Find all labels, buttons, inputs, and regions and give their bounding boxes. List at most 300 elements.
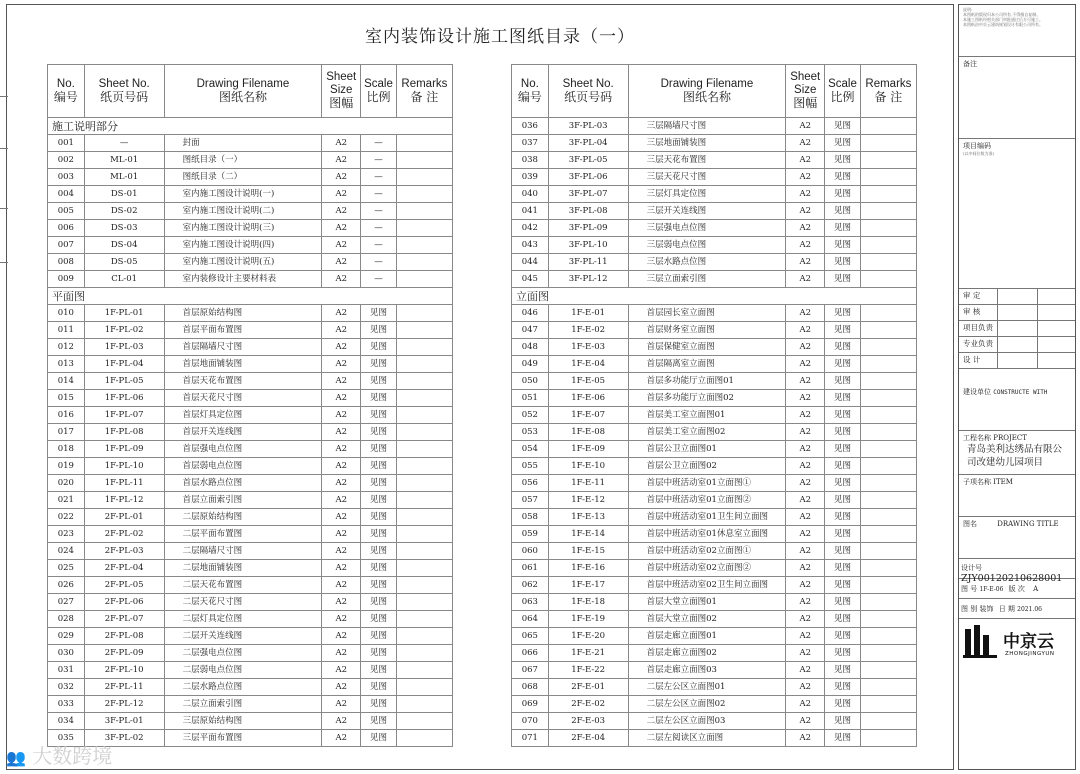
row-size: A2 [786, 526, 825, 543]
row-size: A2 [786, 543, 825, 560]
row-size: A2 [786, 662, 825, 679]
row-no: 058 [512, 509, 549, 526]
row-filename: 室内施工图设计说明(三) [164, 220, 322, 237]
project-code-box [959, 139, 1075, 289]
table-row [512, 152, 917, 169]
row-remarks [860, 662, 916, 679]
row-scale: 见图 [361, 696, 397, 713]
row-remarks [396, 560, 452, 577]
row-size: A2 [322, 577, 361, 594]
row-no: 033 [48, 696, 85, 713]
row-remarks [396, 441, 452, 458]
row-size: A2 [322, 458, 361, 475]
row-scale: 见图 [825, 594, 861, 611]
row-no: 011 [48, 322, 85, 339]
row-size: A2 [322, 696, 361, 713]
signature-row: 设 计 [959, 353, 1075, 369]
row-scale: 见图 [361, 407, 397, 424]
row-no: 064 [512, 611, 549, 628]
row-remarks [396, 543, 452, 560]
row-filename: 三层天花布置图 [628, 152, 786, 169]
row-sheet-no: 2F-PL-05 [84, 577, 164, 594]
row-sheet-no: 1F-E-13 [548, 509, 628, 526]
row-scale: 见图 [361, 611, 397, 628]
row-size: A2 [322, 237, 361, 254]
row-remarks [396, 611, 452, 628]
table-row [512, 118, 917, 135]
row-filename: 室内施工图设计说明(五) [164, 254, 322, 271]
row-sheet-no: 1F-E-22 [548, 662, 628, 679]
row-sheet-no: DS-04 [84, 237, 164, 254]
row-no: 047 [512, 322, 549, 339]
row-scale: 见图 [825, 322, 861, 339]
row-remarks [396, 203, 452, 220]
project-name-en: PROJECT [993, 434, 1027, 442]
table-row [512, 577, 917, 594]
row-filename: 三层平面布置图 [164, 730, 322, 747]
row-size: A2 [786, 186, 825, 203]
row-remarks [860, 543, 916, 560]
row-remarks [860, 628, 916, 645]
row-no: 055 [512, 458, 549, 475]
row-sheet-no: ML-01 [84, 152, 164, 169]
table-row [48, 305, 453, 322]
row-size: A2 [322, 254, 361, 271]
table-row [48, 543, 453, 560]
table-row [512, 713, 917, 730]
row-filename: 首层中班活动室02立面图② [628, 560, 786, 577]
drawing-title-box [959, 517, 1075, 559]
row-size: A2 [322, 135, 361, 152]
row-size: A2 [322, 611, 361, 628]
row-size: A2 [786, 645, 825, 662]
row-filename: 室内装修设计主要材料表 [164, 271, 322, 288]
row-filename: 首层走廊立面图03 [628, 662, 786, 679]
drawing-title-label: 图名 [963, 520, 977, 528]
table-row [512, 169, 917, 186]
row-sheet-no: 1F-E-06 [548, 390, 628, 407]
row-scale: 见图 [825, 118, 861, 135]
table-row [48, 577, 453, 594]
row-size: A2 [322, 679, 361, 696]
row-remarks [396, 152, 452, 169]
row-remarks [860, 526, 916, 543]
notes-box [959, 5, 1075, 57]
row-sheet-no: 3F-PL-08 [548, 203, 628, 220]
row-remarks [860, 271, 916, 288]
row-filename: 首层大堂立面图01 [628, 594, 786, 611]
table-row [512, 424, 917, 441]
row-filename: 三层隔墙尺寸图 [628, 118, 786, 135]
builder-value: CONSTRUCTE WITH [993, 389, 1048, 396]
row-remarks [396, 424, 452, 441]
row-sheet-no: 2F-E-04 [548, 730, 628, 747]
row-scale: 见图 [361, 526, 397, 543]
table-row [512, 543, 917, 560]
row-sheet-no: 1F-PL-06 [84, 390, 164, 407]
col-remarks-header: Remarks 备 注 [860, 65, 916, 118]
table-row [512, 730, 917, 747]
table-row [512, 356, 917, 373]
row-filename: 三层水路点位图 [628, 254, 786, 271]
table-row [512, 492, 917, 509]
row-remarks [396, 186, 452, 203]
title-block [958, 4, 1076, 770]
table-row [512, 645, 917, 662]
table-row [48, 509, 453, 526]
row-filename: 二层左阅读区立面图 [628, 730, 786, 747]
row-filename: 首层中班活动室01立面图① [628, 475, 786, 492]
table-row [48, 475, 453, 492]
row-remarks [860, 730, 916, 747]
row-sheet-no: 1F-PL-10 [84, 458, 164, 475]
row-filename: 三层弱电点位图 [628, 237, 786, 254]
row-sheet-no: ML-01 [84, 169, 164, 186]
row-sheet-no: 3F-PL-03 [548, 118, 628, 135]
row-remarks [860, 169, 916, 186]
col-scale-header: Scale 比例 [361, 65, 397, 118]
drawing-title-en: DRAWING TITLE [997, 520, 1059, 528]
row-size: A2 [322, 628, 361, 645]
signature-row: 审 核 [959, 305, 1075, 321]
col-filename-header: Drawing Filename 图纸名称 [164, 65, 322, 118]
row-filename: 首层大堂立面图02 [628, 611, 786, 628]
row-size: A2 [322, 356, 361, 373]
col-sheet-header: Sheet No. 纸页号码 [548, 65, 628, 118]
table-row [48, 152, 453, 169]
row-filename: 二层弱电点位图 [164, 662, 322, 679]
signature-row: 审 定 [959, 289, 1075, 305]
row-remarks [860, 577, 916, 594]
row-no: 026 [48, 577, 85, 594]
row-remarks [860, 475, 916, 492]
row-scale: 见图 [825, 628, 861, 645]
row-size: A2 [322, 441, 361, 458]
row-sheet-no: 1F-PL-07 [84, 407, 164, 424]
row-scale: 见图 [361, 730, 397, 747]
row-sheet-no: 3F-PL-11 [548, 254, 628, 271]
row-sheet-no: CL-01 [84, 271, 164, 288]
row-no: 046 [512, 305, 549, 322]
table-row [512, 271, 917, 288]
row-remarks [860, 594, 916, 611]
row-filename: 首层公卫立面图02 [628, 458, 786, 475]
row-sheet-no: 2F-PL-01 [84, 509, 164, 526]
row-filename: 首层平面布置图 [164, 322, 322, 339]
row-no: 056 [512, 475, 549, 492]
row-remarks [396, 662, 452, 679]
row-sheet-no: 1F-PL-02 [84, 322, 164, 339]
row-size: A2 [786, 118, 825, 135]
table-row [48, 594, 453, 611]
row-filename: 首层公卫立面图01 [628, 441, 786, 458]
row-sheet-no: 2F-PL-12 [84, 696, 164, 713]
row-filename: 三层开关连线图 [628, 203, 786, 220]
signature-row: 专业负责 [959, 337, 1075, 353]
row-filename: 首层走廊立面图02 [628, 645, 786, 662]
table-row [512, 526, 917, 543]
row-filename: 首层中班活动室02卫生间立面图 [628, 577, 786, 594]
row-filename: 图纸目录（二） [164, 169, 322, 186]
row-sheet-no: 1F-E-02 [548, 322, 628, 339]
row-remarks [860, 373, 916, 390]
table-row [512, 475, 917, 492]
margin-tick [0, 262, 8, 263]
row-size: A2 [322, 407, 361, 424]
row-remarks [860, 186, 916, 203]
row-remarks [860, 322, 916, 339]
project-name-value: 青岛美利达绣品有限公司改建幼儿园项目 [967, 444, 1063, 468]
row-size: A2 [786, 458, 825, 475]
logo-text-en: ZHONGJINGYUN [1005, 651, 1055, 657]
row-remarks [860, 118, 916, 135]
row-filename: 首层多功能厅立面图01 [628, 373, 786, 390]
row-sheet-no: 3F-PL-04 [548, 135, 628, 152]
project-name-label: 工程名称 [963, 434, 991, 442]
table-row [512, 458, 917, 475]
row-scale: 见图 [825, 713, 861, 730]
row-scale: 见图 [825, 152, 861, 169]
table-row [512, 662, 917, 679]
row-size: A2 [786, 475, 825, 492]
row-sheet-no: 1F-PL-09 [84, 441, 164, 458]
drawing-index-table-left [47, 64, 453, 747]
row-remarks [396, 169, 452, 186]
row-sheet-no: 2F-PL-04 [84, 560, 164, 577]
row-remarks [860, 509, 916, 526]
col-no-header: No. 编号 [48, 65, 85, 118]
row-no: 015 [48, 390, 85, 407]
drawing-index-table-right [511, 64, 917, 747]
table-row [48, 373, 453, 390]
company-logo [963, 621, 1073, 669]
row-size: A2 [786, 679, 825, 696]
row-remarks [860, 220, 916, 237]
row-filename: 首层园长室立面图 [628, 305, 786, 322]
table-row [48, 237, 453, 254]
row-scale: — [361, 237, 397, 254]
version-value: A [1033, 585, 1039, 593]
row-filename: 二层水路点位图 [164, 679, 322, 696]
row-no: 003 [48, 169, 85, 186]
row-remarks [860, 254, 916, 271]
row-remarks [396, 390, 452, 407]
row-filename: 二层立面索引图 [164, 696, 322, 713]
row-size: A2 [322, 203, 361, 220]
row-scale: 见图 [825, 169, 861, 186]
table-row [48, 220, 453, 237]
remarks-label: 备注 [963, 60, 977, 68]
table-row [48, 526, 453, 543]
row-filename: 二层原始结构图 [164, 509, 322, 526]
row-sheet-no: 3F-PL-02 [84, 730, 164, 747]
row-no: 018 [48, 441, 85, 458]
row-filename: 首层保健室立面图 [628, 339, 786, 356]
row-sheet-no: 2F-PL-10 [84, 662, 164, 679]
table-row [48, 645, 453, 662]
table-row [512, 322, 917, 339]
category-value: 装饰 [979, 605, 994, 613]
row-size: A2 [786, 152, 825, 169]
note-line: 本图纸的版权归本公司所有,不得擅自复制。 [963, 12, 1041, 17]
table-row [48, 407, 453, 424]
row-no: 066 [512, 645, 549, 662]
row-scale: 见图 [825, 254, 861, 271]
row-no: 035 [48, 730, 85, 747]
row-scale: 见图 [825, 611, 861, 628]
row-no: 063 [512, 594, 549, 611]
design-no-row [959, 559, 1075, 584]
row-sheet-no: 1F-E-15 [548, 543, 628, 560]
row-remarks [396, 475, 452, 492]
row-remarks [396, 356, 452, 373]
row-scale: — [361, 254, 397, 271]
logo-text-cn: 中京云 [1003, 632, 1054, 652]
row-scale: — [361, 135, 397, 152]
row-sheet-no: 3F-PL-09 [548, 220, 628, 237]
row-no: 010 [48, 305, 85, 322]
row-sheet-no: 2F-PL-09 [84, 645, 164, 662]
row-no: 050 [512, 373, 549, 390]
row-scale: 见图 [361, 560, 397, 577]
row-sheet-no: 1F-PL-01 [84, 305, 164, 322]
row-filename: 二层地面铺装图 [164, 560, 322, 577]
row-no: 007 [48, 237, 85, 254]
watermark [6, 740, 156, 768]
row-scale: 见图 [825, 543, 861, 560]
row-filename: 首层隔墙尺寸图 [164, 339, 322, 356]
date-label: 日 期 [998, 605, 1015, 613]
row-remarks [396, 220, 452, 237]
table-row [512, 390, 917, 407]
row-no: 052 [512, 407, 549, 424]
watermark-text: 大数跨境 [32, 744, 113, 768]
margin-tick [0, 208, 8, 209]
row-scale: 见图 [361, 339, 397, 356]
row-remarks [860, 441, 916, 458]
row-filename: 首层弱电点位图 [164, 458, 322, 475]
row-sheet-no: 1F-E-05 [548, 373, 628, 390]
row-size: A2 [322, 322, 361, 339]
row-remarks [860, 679, 916, 696]
margin-tick [0, 148, 8, 149]
row-no: 060 [512, 543, 549, 560]
row-filename: 首层中班活动室01休息室立面图 [628, 526, 786, 543]
row-filename: 三层地面铺装图 [628, 135, 786, 152]
row-sheet-no: 1F-E-17 [548, 577, 628, 594]
row-no: 030 [48, 645, 85, 662]
row-size: A2 [322, 169, 361, 186]
row-scale: 见图 [825, 492, 861, 509]
row-scale: 见图 [361, 441, 397, 458]
project-code-sub: (以中间位数为准) [963, 151, 995, 156]
row-sheet-no: 2F-E-01 [548, 679, 628, 696]
row-no: 069 [512, 696, 549, 713]
row-no: 008 [48, 254, 85, 271]
row-filename: 首层立面索引图 [164, 492, 322, 509]
table-row [512, 407, 917, 424]
row-sheet-no: 2F-E-03 [548, 713, 628, 730]
section-title: 立面图 [512, 288, 917, 305]
row-sheet-no: DS-01 [84, 186, 164, 203]
row-size: A2 [786, 305, 825, 322]
row-filename: 首层隔离室立面图 [628, 356, 786, 373]
row-remarks [396, 492, 452, 509]
row-sheet-no: 2F-E-02 [548, 696, 628, 713]
row-remarks [860, 152, 916, 169]
row-remarks [860, 713, 916, 730]
row-remarks [860, 339, 916, 356]
row-no: 016 [48, 407, 85, 424]
table-row [48, 424, 453, 441]
row-scale: 见图 [361, 645, 397, 662]
row-scale: 见图 [825, 526, 861, 543]
row-no: 034 [48, 713, 85, 730]
row-no: 022 [48, 509, 85, 526]
row-remarks [396, 526, 452, 543]
row-sheet-no: 1F-PL-11 [84, 475, 164, 492]
row-sheet-no: 1F-E-21 [548, 645, 628, 662]
table-row [48, 458, 453, 475]
row-filename: 首层水路点位图 [164, 475, 322, 492]
row-remarks [860, 560, 916, 577]
col-no-header: No. 编号 [512, 65, 549, 118]
row-scale: 见图 [825, 475, 861, 492]
row-sheet-no: 3F-PL-10 [548, 237, 628, 254]
row-no: 021 [48, 492, 85, 509]
row-filename: 首层开关连线图 [164, 424, 322, 441]
row-scale: — [361, 186, 397, 203]
row-no: 025 [48, 560, 85, 577]
row-remarks [860, 611, 916, 628]
row-no: 067 [512, 662, 549, 679]
row-size: A2 [322, 560, 361, 577]
item-box [959, 475, 1075, 517]
row-filename: 二层左公区立面图01 [628, 679, 786, 696]
row-no: 065 [512, 628, 549, 645]
row-remarks [396, 509, 452, 526]
row-size: A2 [322, 509, 361, 526]
row-remarks [860, 696, 916, 713]
row-scale: 见图 [825, 696, 861, 713]
table-row [48, 356, 453, 373]
row-sheet-no: 1F-E-07 [548, 407, 628, 424]
row-size: A2 [786, 237, 825, 254]
row-remarks [396, 713, 452, 730]
row-remarks [396, 645, 452, 662]
row-size: A2 [786, 713, 825, 730]
row-no: 068 [512, 679, 549, 696]
row-size: A2 [322, 186, 361, 203]
row-no: 006 [48, 220, 85, 237]
row-size: A2 [322, 475, 361, 492]
row-sheet-no: 3F-PL-07 [548, 186, 628, 203]
row-no: 051 [512, 390, 549, 407]
row-no: 012 [48, 339, 85, 356]
row-scale: 见图 [825, 577, 861, 594]
row-no: 061 [512, 560, 549, 577]
row-filename: 室内施工图设计说明(四) [164, 237, 322, 254]
table-row [512, 220, 917, 237]
row-sheet-no: 1F-E-19 [548, 611, 628, 628]
table-row [48, 713, 453, 730]
drawing-no-row [959, 579, 1075, 599]
table-row [48, 322, 453, 339]
row-size: A2 [786, 373, 825, 390]
row-size: A2 [786, 696, 825, 713]
row-scale: 见图 [825, 407, 861, 424]
table-row [512, 305, 917, 322]
